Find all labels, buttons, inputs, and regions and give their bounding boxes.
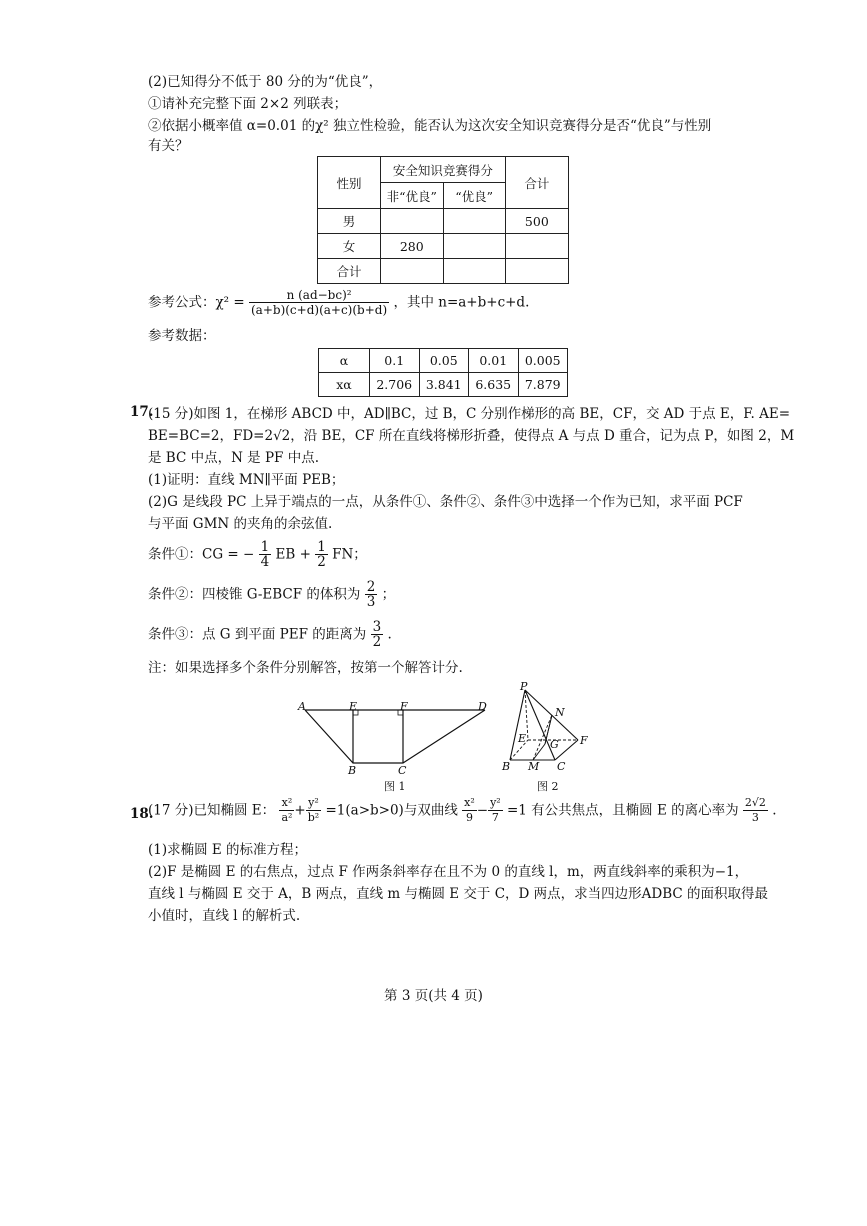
table-cell: [381, 209, 443, 234]
table-cell: 0.005: [518, 349, 568, 373]
fig2-label-g: G: [550, 738, 559, 751]
table-cell: [505, 259, 568, 284]
contingency-table: [317, 156, 569, 284]
table-cell: 0.1: [370, 349, 420, 373]
table-cell: 280: [381, 234, 443, 259]
table-row: [318, 209, 569, 234]
fig2-label-b: B: [502, 760, 511, 773]
part2-item1: ①请补充完整下面 2×2 列联表；: [148, 96, 348, 112]
q18-number: 18.: [130, 806, 154, 822]
formula-denominator: (a+b)(c+d)(a+c)(b+d): [251, 303, 388, 317]
row-label: 女: [318, 234, 381, 259]
table-cell: [505, 234, 568, 259]
formula-numerator: n (ad−bc)²: [249, 288, 389, 303]
table-cell: 0.05: [419, 349, 469, 373]
q18-line1: (17 分)已知椭圆 E： $\frac{\text{x²}}{\text{a²}}$ + $\frac{\text{y²}}{\text{b²}}$ =1(a>b>0)与双曲线 $\frac{\text{x²}}{9}$ − $\frac{\text{y²}}{7}$ =1 有公共焦点，且椭圆 E 的离心率为 $\frac{2√2}{3}$ .: [148, 796, 777, 824]
part2-item2-line1: ②依据小概率值 α=0.01 的χ² 独立性检验，能否认为这次安全知识竞赛得分是否“优良”与性别: [148, 118, 712, 134]
table-cell: 6.635: [469, 373, 519, 397]
q17-note: 注：如果选择多个条件分别解答，按第一个解答计分.: [148, 660, 463, 676]
q18-part1: (1)求椭圆 E 的标准方程；: [148, 842, 308, 858]
header-good: “优良”: [443, 183, 505, 209]
table-cell: [443, 259, 505, 284]
header-total: 合计: [505, 157, 568, 209]
ref-data-table: [318, 348, 568, 397]
table-cell: 500: [505, 209, 568, 234]
row-label: 合计: [318, 259, 381, 284]
fig1-label-b: B: [348, 764, 357, 777]
table-row: [319, 373, 568, 397]
formula-fraction: [249, 288, 389, 317]
table-cell: 2.706: [370, 373, 420, 397]
q17-part1: (1)证明：直线 MN∥平面 PEB；: [148, 472, 345, 488]
formula-prefix: 参考公式：χ² =: [148, 294, 245, 311]
q17-line1: (15 分)如图 1，在梯形 ABCD 中，AD∥BC，过 B，C 分别作梯形的高 BE，CF，交 AD 于点 E，F. AE=: [148, 406, 791, 422]
q17-line3: 是 BC 中点，N 是 PF 中点.: [148, 450, 320, 466]
fig2-label-p: P: [520, 680, 528, 693]
fig2-label-m: M: [528, 760, 540, 773]
reference-formula: [148, 288, 529, 317]
q17-condition3: 条件③：点 G 到平面 PEF 的距离为 $\frac{3}{2}$ .: [148, 619, 392, 650]
fig1-label-a: A: [298, 700, 306, 713]
part2-item2-line2: 有关？: [148, 138, 189, 154]
fig2-label-n: N: [555, 706, 565, 719]
header-gender: 性别: [318, 157, 381, 209]
table-row: [318, 259, 569, 284]
q18-part2-line1: (2)F 是椭圆 E 的右焦点，过点 F 作两条斜率存在且不为 0 的直线 l，m，两直线斜率的乘积为−1，: [148, 864, 749, 880]
fig1-label-f: F: [400, 700, 408, 713]
fig2-label-f: F: [580, 734, 588, 747]
x-alpha-head: xα: [319, 373, 370, 397]
alpha-head: α: [319, 349, 370, 373]
q17-number: 17.: [130, 404, 154, 420]
q17-condition1: 条件①：CG = − $\frac{1}{4}$ EB + $\frac{1}{2}$ FN；: [148, 539, 367, 570]
formula-suffix: ，其中 n=a+b+c+d.: [393, 294, 530, 311]
table-cell: [443, 234, 505, 259]
table-cell: 7.879: [518, 373, 568, 397]
fig1-label-e: E: [349, 700, 358, 713]
table-cell: 0.01: [469, 349, 519, 373]
q17-part2-line2: 与平面 GMN 的夹角的余弦值.: [148, 516, 333, 532]
table-cell: [381, 259, 443, 284]
fig1-label-d: D: [478, 700, 487, 713]
table-row: [319, 349, 568, 373]
fig1-caption: 图 1: [384, 780, 406, 793]
header-score: 安全知识竞赛得分: [381, 157, 506, 183]
fig1-label-c: C: [398, 764, 407, 777]
fig2-caption: 图 2: [537, 780, 559, 793]
page-footer: 第 3 页(共 4 页): [384, 988, 483, 1004]
q17-condition2: 条件②：四棱锥 G-EBCF 的体积为 $\frac{2}{3}$ ；: [148, 579, 396, 610]
figure-2-pyramid: [500, 680, 600, 780]
table-cell: [443, 209, 505, 234]
row-label: 男: [318, 209, 381, 234]
fig2-label-c: C: [557, 760, 566, 773]
table-cell: 3.841: [419, 373, 469, 397]
part2-intro: (2)已知得分不低于 80 分的为“优良”，: [148, 74, 383, 90]
q18-part2-line2: 直线 l 与椭圆 E 交于 A，B 两点，直线 m 与椭圆 E 交于 C，D 两点，求当四边形ADBC 的面积取得最: [148, 886, 769, 902]
table-row: [318, 234, 569, 259]
fig2-label-e: E: [518, 732, 527, 745]
q17-line2: BE=BC=2，FD=2√2，沿 BE，CF 所在直线将梯形折叠，使得点 A 与点 D 重合，记为点 P，如图 2，M: [148, 428, 795, 444]
ref-data-label: 参考数据：: [148, 328, 216, 344]
header-not-good: 非“优良”: [381, 183, 443, 209]
q17-part2-line1: (2)G 是线段 PC 上异于端点的一点，从条件①、条件②、条件③中选择一个作为已知，求平面 PCF: [148, 494, 743, 510]
q18-part2-line3: 小值时，直线 l 的解析式.: [148, 908, 301, 924]
